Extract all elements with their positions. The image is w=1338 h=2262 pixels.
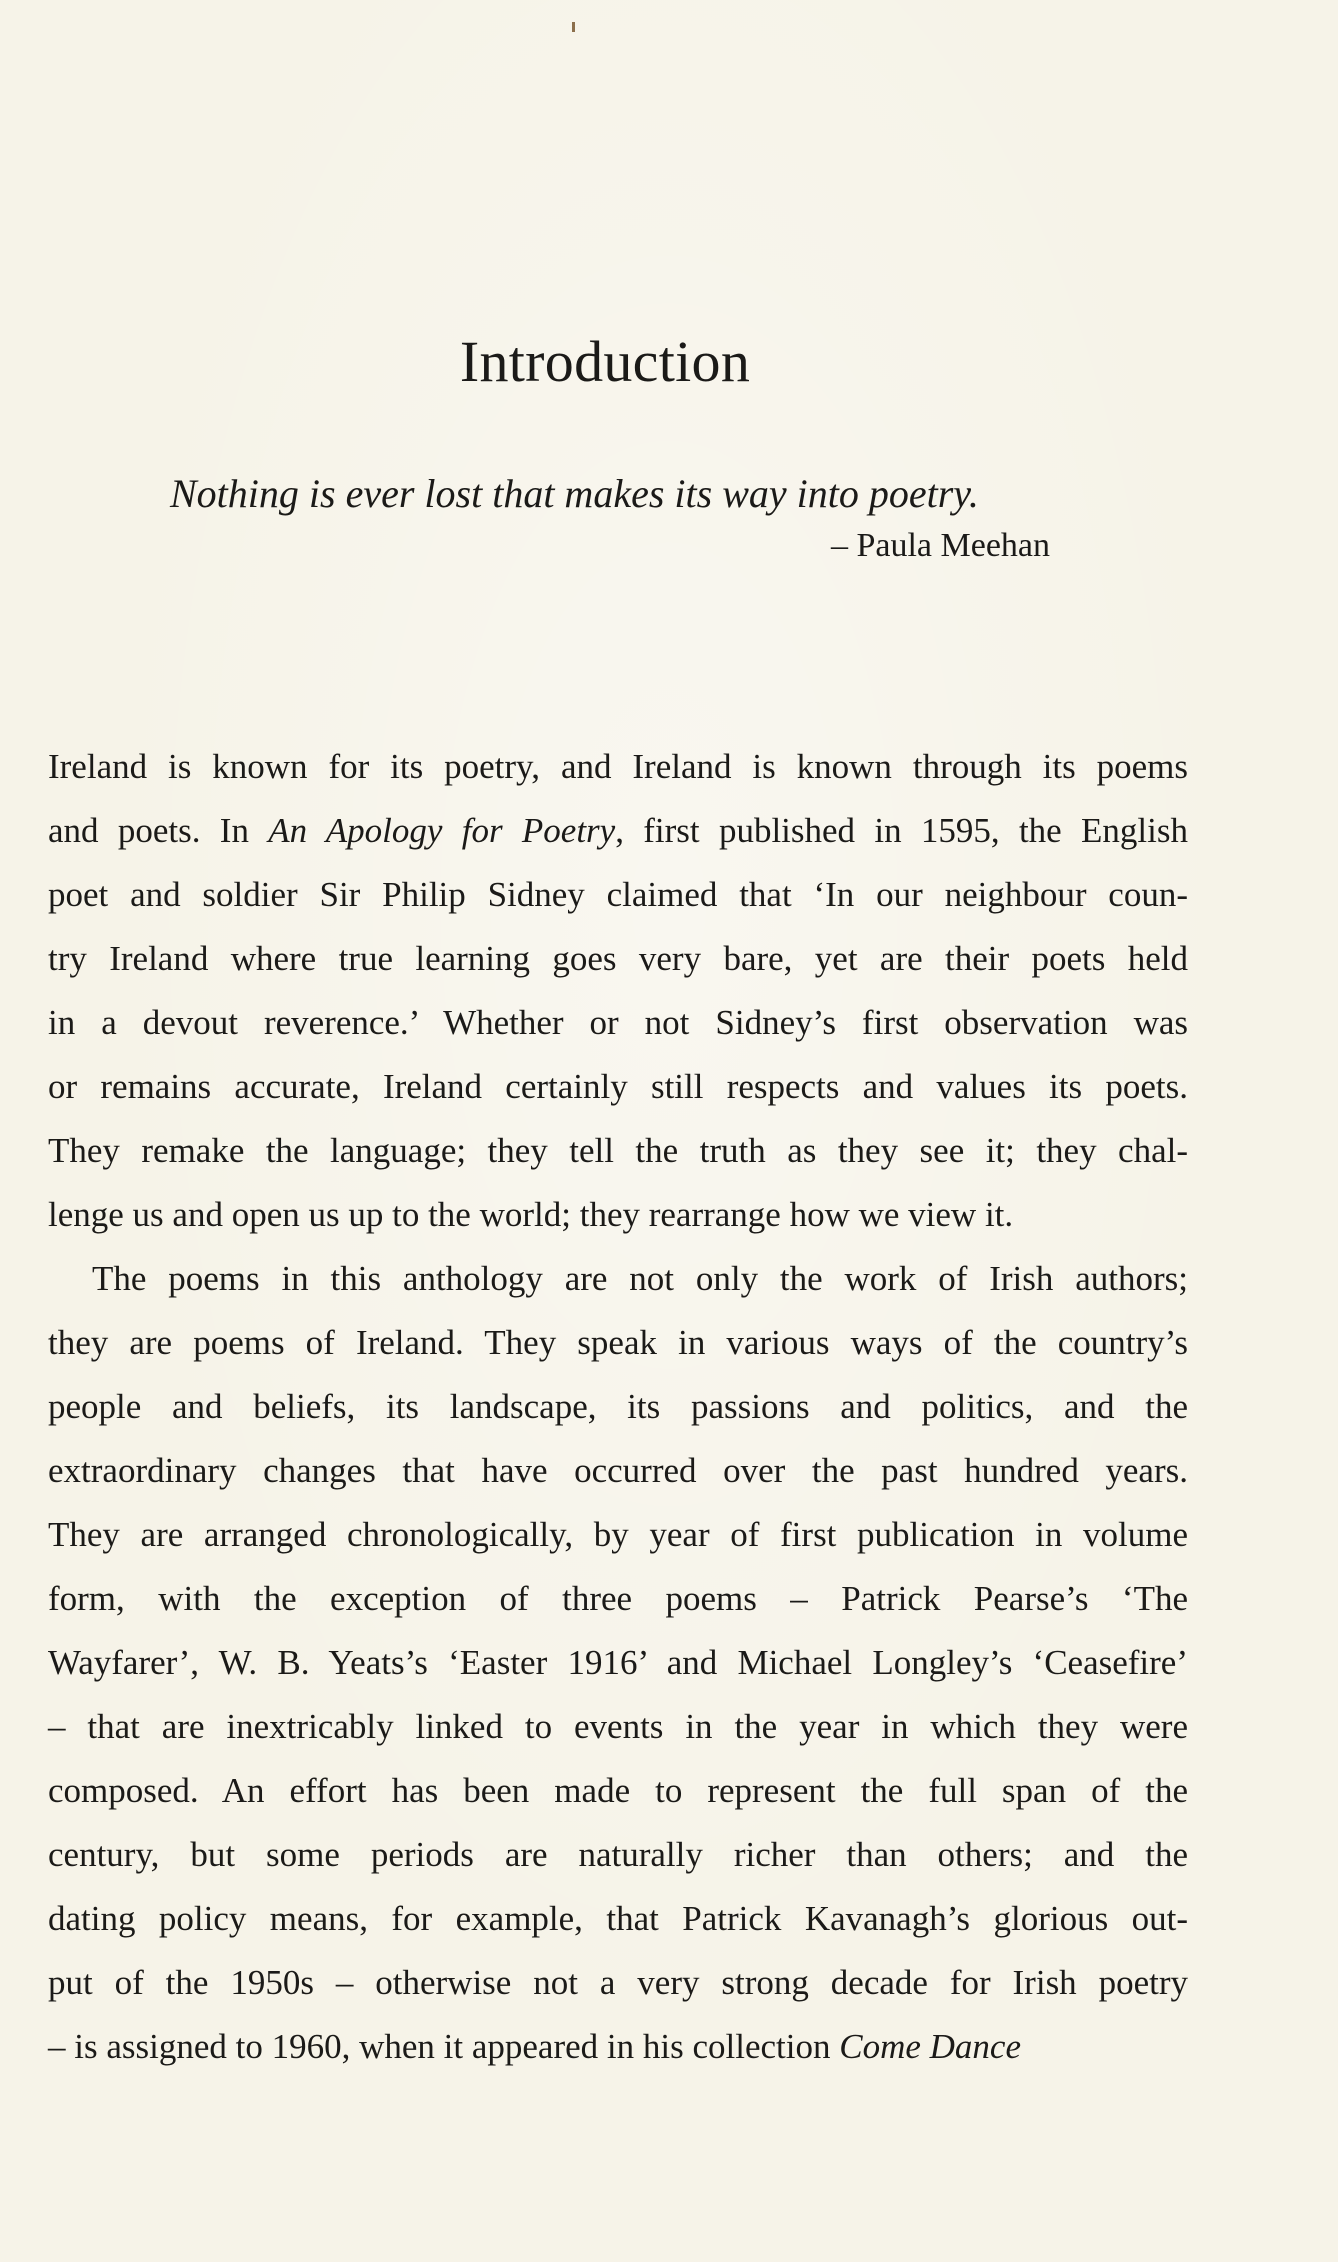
body-line bbox=[48, 1375, 1188, 1439]
body-line bbox=[48, 799, 1188, 863]
body-line bbox=[48, 1695, 1188, 1759]
body-line bbox=[48, 1503, 1188, 1567]
text-segment: put of the 1950s – otherwise not a very strong decade for Irish poetry bbox=[48, 1963, 1188, 2002]
text-segment: dating policy means, for example, that Patrick Kavanagh’s glorious out- bbox=[48, 1899, 1188, 1938]
text-segment: century, but some periods are naturally richer than others; and the bbox=[48, 1835, 1188, 1874]
text-segment: they are poems of Ireland. They speak in various ways of the country’s bbox=[48, 1323, 1188, 1362]
body-line bbox=[48, 1183, 1188, 1247]
italic-title: Come Dance bbox=[839, 2027, 1021, 2066]
text-segment: Ireland is known for its poetry, and Ireland is known through its poems bbox=[48, 747, 1188, 786]
text-segment: – is assigned to 1960, when it appeared in his collection bbox=[48, 2027, 840, 2066]
italic-title: An Apology for Poetry bbox=[268, 811, 616, 850]
page-title: Introduction bbox=[459, 329, 751, 394]
text-segment: Wayfarer’, W. B. Yeats’s ‘Easter 1916’ and Michael Longley’s ‘Ceasefire’ bbox=[48, 1643, 1188, 1682]
body-line bbox=[48, 1055, 1188, 1119]
text-segment: form, with the exception of three poems – Patrick Pearse’s ‘The bbox=[48, 1579, 1188, 1618]
body-line bbox=[48, 1631, 1188, 1695]
body-line bbox=[48, 927, 1188, 991]
text-segment: extraordinary changes that have occurred over the past hundred years. bbox=[48, 1451, 1188, 1490]
text-segment: people and beliefs, its landscape, its passions and politics, and the bbox=[48, 1387, 1188, 1426]
epigraph-quote: Nothing is ever lost that makes its way into poetry. bbox=[170, 471, 979, 516]
body-line bbox=[48, 1759, 1188, 1823]
body-line bbox=[48, 1119, 1188, 1183]
text-segment: , first published in 1595, the English bbox=[615, 811, 1188, 850]
text-segment: lenge us and open us up to the world; they rearrange how we view it. bbox=[48, 1195, 1014, 1234]
epigraph-author: – Paula Meehan bbox=[830, 527, 1050, 564]
text-segment: poet and soldier Sir Philip Sidney claimed that ‘In our neighbour coun- bbox=[48, 875, 1188, 914]
body-line bbox=[48, 1951, 1188, 2015]
body-line bbox=[48, 1311, 1188, 1375]
body-line bbox=[48, 1887, 1188, 1951]
body-line bbox=[48, 735, 1188, 799]
body-line bbox=[48, 1567, 1188, 1631]
text-segment: in a devout reverence.’ Whether or not Sidney’s first observation was bbox=[48, 1003, 1188, 1042]
text-segment: The poems in this anthology are not only the work of Irish authors; bbox=[92, 1259, 1188, 1298]
text-segment: They are arranged chronologically, by year of first publication in volume bbox=[48, 1515, 1188, 1554]
body-line bbox=[48, 1439, 1188, 1503]
page-mark bbox=[572, 22, 575, 32]
text-segment: or remains accurate, Ireland certainly still respects and values its poets. bbox=[48, 1067, 1188, 1106]
body-text bbox=[48, 735, 1188, 2079]
text-segment: and poets. In bbox=[48, 811, 269, 850]
body-line bbox=[48, 1247, 1188, 1311]
text-segment: composed. An effort has been made to represent the full span of the bbox=[48, 1771, 1188, 1810]
text-segment: They remake the language; they tell the truth as they see it; they chal- bbox=[48, 1131, 1188, 1170]
text-segment: – that are inextricably linked to events in the year in which they were bbox=[48, 1707, 1188, 1746]
body-line bbox=[48, 863, 1188, 927]
body-line bbox=[48, 1823, 1188, 1887]
text-segment: try Ireland where true learning goes very bare, yet are their poets held bbox=[48, 939, 1188, 978]
body-line bbox=[48, 2015, 1188, 2079]
epigraph bbox=[170, 470, 1050, 565]
body-line bbox=[48, 991, 1188, 1055]
